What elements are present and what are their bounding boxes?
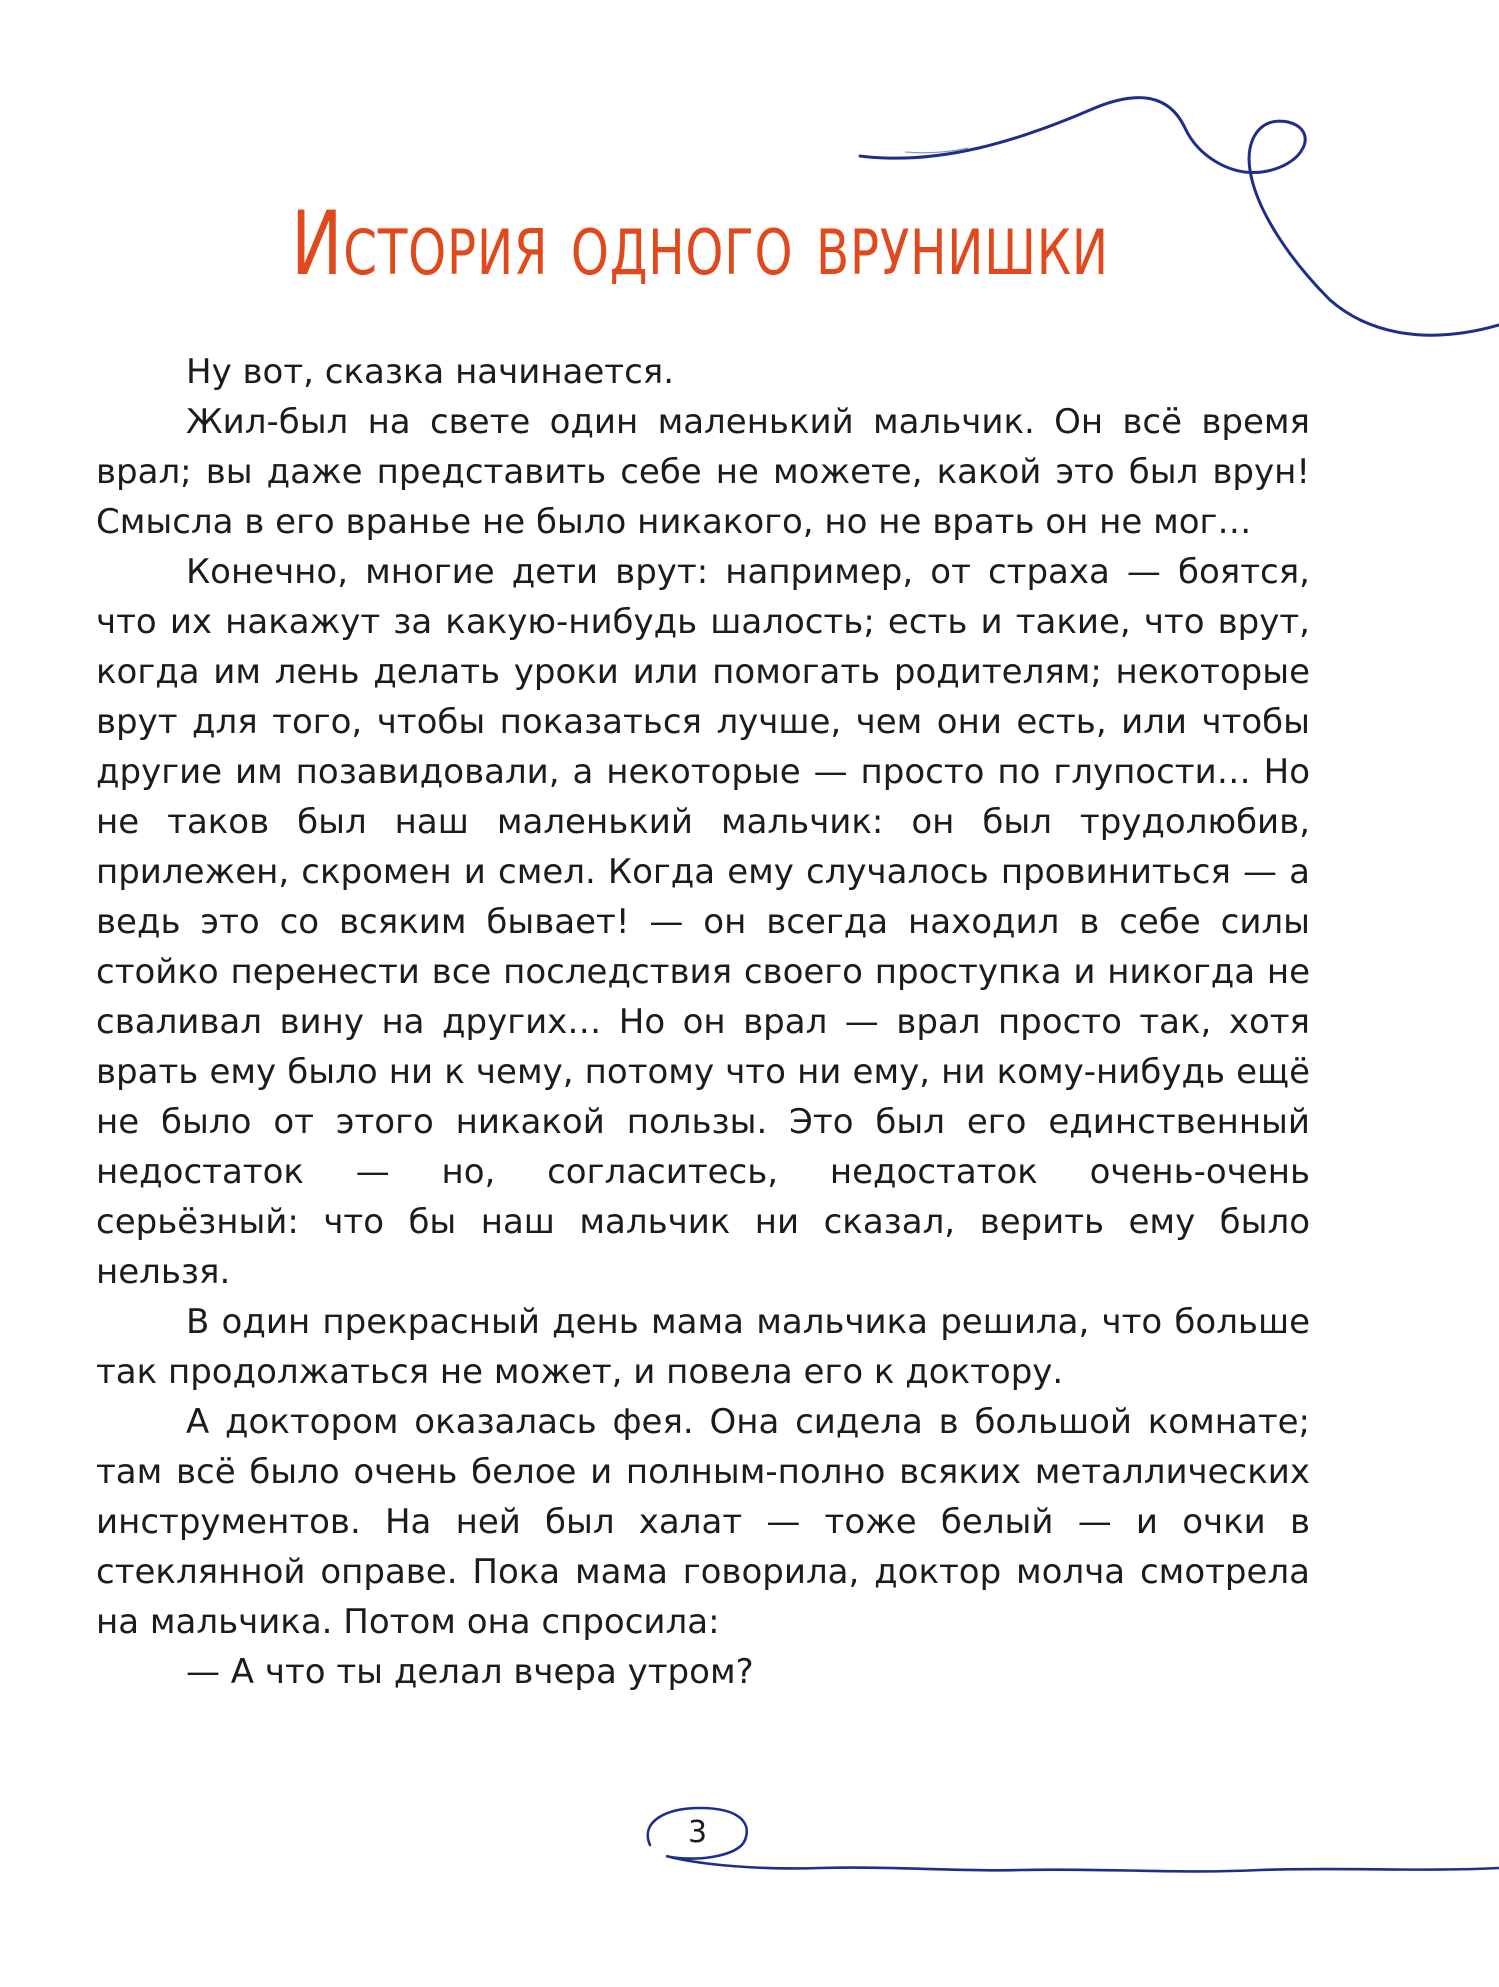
paragraph: Жил-был на свете один маленький мальчик. Он всё время врал; вы даже представить себе не можете, какой это был врун! Смысла в его вранье не было никакого, но не врать он не мог… [96, 402, 1310, 542]
paragraph: Ну вот, сказка начинается. [186, 352, 675, 392]
paragraph: А доктором оказалась фея. Она сидела в большой комнате; там всё было очень белое и полным-полно всяких металлических инструментов. На ней был халат — тоже белый — и очки в стеклянной оправе. Пока мама говорила, доктор молча смотрела на мальчика. Потом она спросила: [96, 1402, 1310, 1642]
paragraph: В один прекрасный день мама мальчика решила, что больше так продолжаться не может, и повела его к доктору. [96, 1302, 1310, 1392]
page-number: 3 [687, 1815, 708, 1850]
page-title: История одного врунишки [291, 192, 1109, 295]
wavy-line-icon [648, 1808, 1499, 1871]
paragraph: Конечно, многие дети врут: например, от страха — боятся, что их накажут за какую-нибудь шалость; есть и такие, что врут, когда им лень делать уроки или помогать родителям; некоторые врут для того, чтобы показаться лучше, чем они есть, или чтобы другие им позавидовали, а некоторые — просто по глупости… Но не таков был наш маленький мальчик: он был трудолюбив, прилежен, скромен и смел. Когда ему случалось провиниться — а ведь это со всяким бывает! — он всегда находил в себе силы стойко перенести все последствия своего проступка и никогда не сваливал вину на других… Но он врал — врал просто так, хотя врать ему было ни к чему, потому что ни ему, ни кому-нибудь ещё не было от этого никакой пользы. Это был его единственный недостаток — но, согласитесь, недостаток очень-очень серьёзный: что бы наш мальчик ни сказал, верить ему было нельзя. [96, 552, 1310, 1292]
paragraph: — А что ты делал вчера утром? [186, 1652, 754, 1692]
story-text [96, 347, 1310, 1697]
